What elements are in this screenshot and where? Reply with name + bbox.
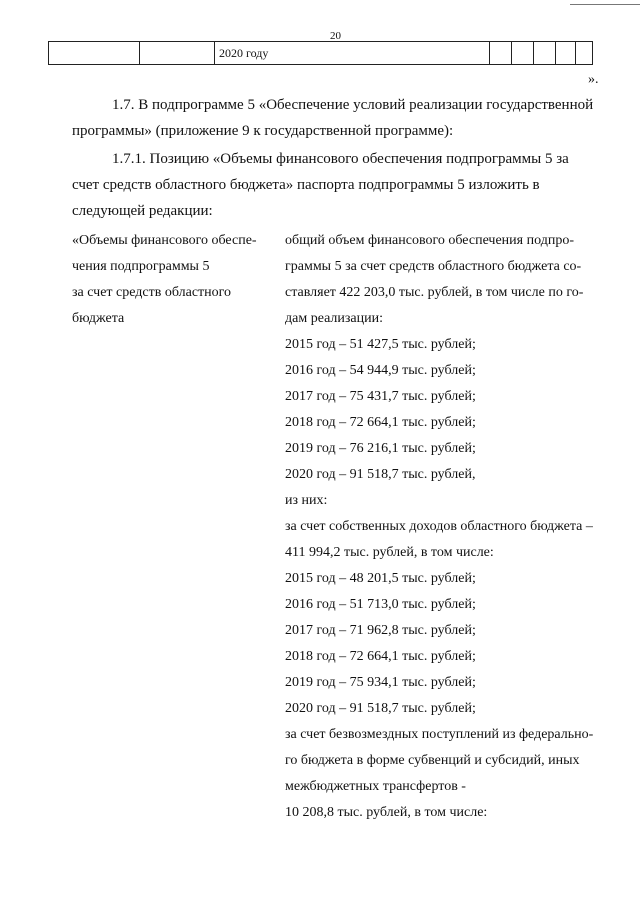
label-line: «Объемы финансового обеспе- xyxy=(72,233,257,248)
passport-row-value xyxy=(285,228,593,826)
value-line: 2017 год – 75 431,7 тыс. рублей; xyxy=(285,389,476,404)
label-line: за счет средств областного xyxy=(72,285,232,300)
section-1-7-line-1: 1.7. В подпрограмме 5 «Обеспечение условий реализации государственной xyxy=(112,97,594,113)
value-line: ставляет 422 203,0 тыс. рублей, в том числе по го- xyxy=(285,285,584,300)
value-line: за счет безвозмездных поступлений из федерально- xyxy=(285,727,594,742)
section-1-7-1-line-3: следующей редакции: xyxy=(72,203,213,219)
value-line: 2016 год – 54 944,9 тыс. рублей; xyxy=(285,363,476,378)
closing-quote: ». xyxy=(588,72,599,87)
value-line: 2019 год – 75 934,1 тыс. рублей; xyxy=(285,675,476,690)
value-line: межбюджетных трансфертов - xyxy=(285,779,466,794)
table-divider xyxy=(555,42,556,64)
value-line: 2018 год – 72 664,1 тыс. рублей; xyxy=(285,649,476,664)
value-line: го бюджета в форме субвенций и субсидий, иных xyxy=(285,753,580,768)
value-line: 2016 год – 51 713,0 тыс. рублей; xyxy=(285,597,476,612)
value-line: 10 208,8 тыс. рублей, в том числе: xyxy=(285,805,488,820)
value-line: 2019 год – 76 216,1 тыс. рублей; xyxy=(285,441,476,456)
table-divider xyxy=(575,42,576,64)
section-1-7-1-line-1: 1.7.1. Позицию «Объемы финансового обеспечения подпрограммы 5 за xyxy=(112,151,569,167)
table-divider xyxy=(489,42,490,64)
value-line: 2020 год – 91 518,7 тыс. рублей, xyxy=(285,467,476,482)
table-cell-year: 2020 году xyxy=(219,46,269,60)
table-divider xyxy=(139,42,140,64)
section-1-7-line-2: программы» (приложение 9 к государственной программе): xyxy=(72,123,454,139)
value-line: граммы 5 за счет средств областного бюджета со- xyxy=(285,259,582,274)
value-line: 2015 год – 48 201,5 тыс. рублей; xyxy=(285,571,476,586)
corner-scan-mark xyxy=(570,0,640,5)
table-fragment-row xyxy=(48,41,593,65)
value-line: общий объем финансового обеспечения подпро- xyxy=(285,233,574,248)
label-line: чения подпрограммы 5 xyxy=(72,259,210,274)
passport-row-label xyxy=(72,228,257,332)
label-line: бюджета xyxy=(72,311,125,326)
value-line: 2020 год – 91 518,7 тыс. рублей; xyxy=(285,701,476,716)
value-line: 2017 год – 71 962,8 тыс. рублей; xyxy=(285,623,476,638)
value-line: из них: xyxy=(285,493,328,508)
table-divider xyxy=(533,42,534,64)
table-divider xyxy=(214,42,215,64)
table-divider xyxy=(511,42,512,64)
value-line: 411 994,2 тыс. рублей, в том числе: xyxy=(285,545,494,560)
value-line: 2018 год – 72 664,1 тыс. рублей; xyxy=(285,415,476,430)
value-line: 2015 год – 51 427,5 тыс. рублей; xyxy=(285,337,476,352)
section-1-7-1-line-2: счет средств областного бюджета» паспорта подпрограммы 5 изложить в xyxy=(72,177,540,193)
page-number: 20 xyxy=(330,30,341,42)
value-line: дам реализации: xyxy=(285,311,384,326)
value-line: за счет собственных доходов областного бюджета – xyxy=(285,519,593,534)
